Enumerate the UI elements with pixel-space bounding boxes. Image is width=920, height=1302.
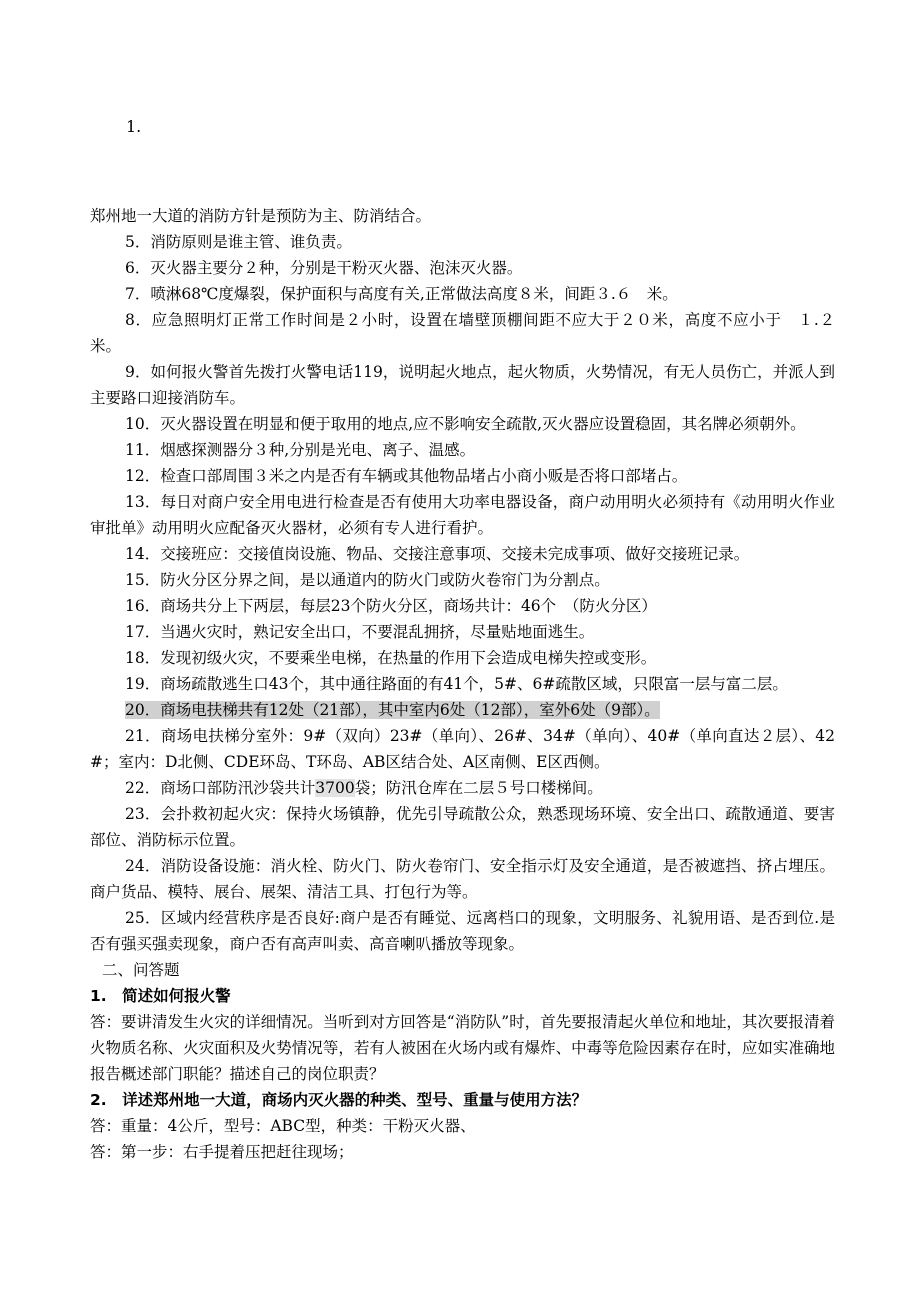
paragraph-item-18: 18．发现初级火灾，不要乘坐电梯，在热量的作用下会造成电梯失控或变形。 (125, 649, 657, 667)
paragraph-item-10: 10．灭火器设置在明显和便于取用的地点,应不影响安全疏散,灭火器应设置稳固，其名牌必须朝外。 (125, 415, 806, 433)
document-body (90, 203, 835, 1165)
highlighted-text: 20．商场电扶梯共有12处（21部），其中室内6处（12部），室外6处（9部）。 (125, 701, 660, 719)
answer-1: 答：要讲清发生火灾的详细情况。当听到对方回答是“消防队”时，首先要报清起火单位和地址，其次要报清着火物质名称、火灾面积及火势情况等，若有人被困在火场内或有爆炸、中毒等危险因素存在时，应如实准确地报告概述部门职能？描述自己的岗位职责？ (90, 1013, 835, 1083)
paragraph-item-14: 14．交接班应：交接值岗设施、物品、交接注意事项、交接未完成事项、做好交接班记录。 (125, 545, 750, 563)
question-1: 1. 简述如何报火警 (90, 987, 231, 1005)
top-list-number: 1. (126, 117, 142, 136)
highlighted-number: 3700 (315, 779, 355, 797)
answer-2-line-2: 答：第一步：右手提着压把赶往现场； (90, 1143, 354, 1161)
item-22-text-end: 袋；防汛仓库在二层５号口楼梯间。 (354, 779, 603, 797)
paragraph-item-17: 17．当遇火灾时，熟记安全出口，不要混乱拥挤，尽量贴地面逃生。 (125, 623, 595, 641)
paragraph-item-21: 21．商场电扶梯分室外：9#（双向）23#（单向）、26#、34#（单向）、40#（单向直达２层）、42#；室内：D北侧、CDE环岛、T环岛、AB区结合处、A区南侧、E区西侧。 (90, 727, 835, 771)
paragraph-item-6: 6．灭火器主要分２种，分别是干粉灭火器、泡沫灭火器。 (125, 259, 523, 277)
paragraph-item-16: 16．商场共分上下两层，每层23个防火分区，商场共计：46个 （防火分区） (125, 597, 657, 615)
paragraph-item-23: 23．会扑救初起火灾：保持火场镇静，优先引导疏散公众，熟悉现场环境、安全出口、疏散通道、要害部位、消防标示位置。 (90, 805, 835, 849)
paragraph-item-24: 24．消防设备设施：消火栓、防火门、防火卷帘门、安全指示灯及安全通道，是否被遮挡、挤占埋压。商户货品、模特、展台、展架、清洁工具、打包行为等。 (90, 857, 835, 901)
paragraph-item-25: 25．区域内经营秩序是否良好:商户是否有睡觉、远离档口的现象，文明服务、礼貌用语、是否到位.是否有强买强卖现象，商户否有高声叫卖、高音喇叭播放等现象。 (90, 909, 835, 953)
paragraph-fire-policy: 郑州地一大道的消防方针是预防为主、防消结合。 (90, 207, 432, 225)
paragraph-item-13: 13．每日对商户安全用电进行检查是否有使用大功率电器设备，商户动用明火必须持有《动用明火作业审批单》动用明火应配备灭火器材，必须有专人进行看护。 (90, 493, 835, 537)
paragraph-item-20 (90, 697, 835, 723)
paragraph-item-19: 19．商场疏散逃生口43个，其中通往路面的有41个，5#、6#疏散区域，只限富一层与富二层。 (125, 675, 788, 693)
section-heading-qa: 二、问答题 (102, 961, 180, 979)
paragraph-item-9: 9．如何报火警首先拨打火警电话119，说明起火地点，起火物质，火势情况，有无人员伤亡，并派人到主要路口迎接消防车。 (90, 363, 835, 407)
answer-2-line-1: 答：重量：4公斤，型号：ABC型，种类：干粉灭火器、 (90, 1117, 476, 1135)
question-2: 2. 详述郑州地一大道，商场内灭火器的种类、型号、重量与使用方法？ (90, 1091, 588, 1109)
paragraph-item-8: 8．应急照明灯正常工作时间是２小时，设置在墙壁顶棚间距不应大于２０米，高度不应小于 １.２米。 (90, 311, 835, 355)
item-22-text-start: 22．商场口部防汛沙袋共计 (125, 779, 316, 797)
paragraph-item-22 (90, 775, 835, 801)
paragraph-item-12: 12．检查口部周围３米之内是否有车辆或其他物品堵占小商小贩是否将口部堵占。 (125, 467, 688, 485)
paragraph-item-11: 11．烟感探测器分３种,分别是光电、离子、温感。 (125, 441, 476, 459)
paragraph-item-5: 5．消防原则是谁主管、谁负责。 (125, 233, 352, 251)
paragraph-item-15: 15．防火分区分界之间，是以通道内的防火门或防火卷帘门为分割点。 (125, 571, 610, 589)
paragraph-item-7: 7．喷淋68℃度爆裂，保护面积与高度有关,正常做法高度８米，间距３.６ 米。 (125, 285, 678, 303)
